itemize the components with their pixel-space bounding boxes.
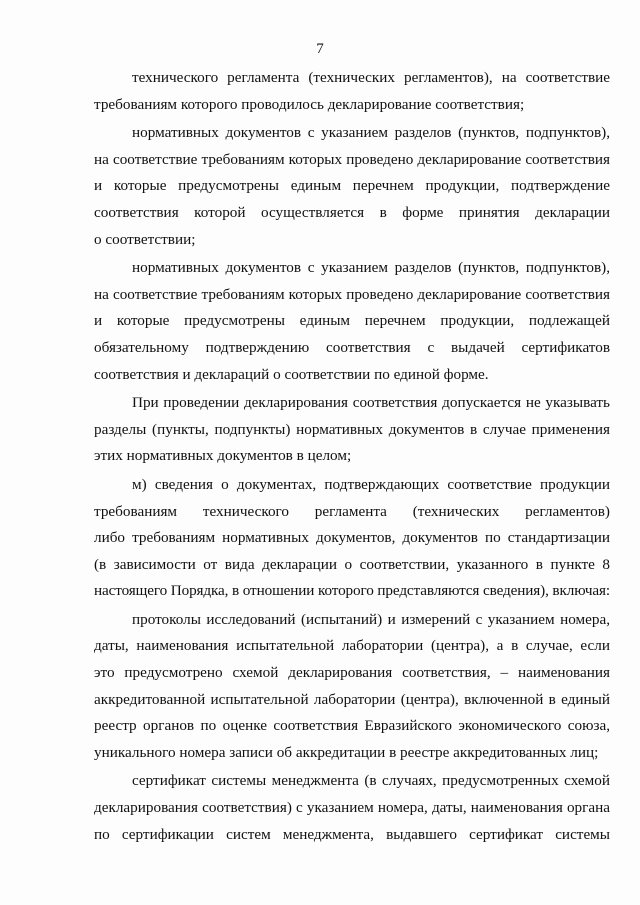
text-line: даты, наименования испытательной лаборатории (центра), а в случае, если: [94, 637, 610, 655]
text-line: нормативных документов с указанием разделов (пунктов, подпунктов),: [132, 259, 610, 277]
text-line: протоколы исследований (испытаний) и измерений с указанием номера,: [132, 610, 610, 628]
text-line: соответствия и деклараций о соответствии по единой форме.: [94, 365, 489, 383]
text-line: разделы (пункты, подпункты) нормативных документов в случае применения: [94, 420, 610, 438]
text-line: сертификат системы менеджмента (в случаях, предусмотренных схемой: [132, 772, 610, 790]
text-line: реестр органов по оценке соответствия Евразийского экономического союза,: [94, 717, 610, 735]
text-line: и которые предусмотрены единым перечнем продукции, подлежащей: [94, 312, 610, 330]
paragraph-test-protocols: [94, 607, 610, 767]
text-line: на соответствие требованиям которых проведено декларирование соответствия: [94, 150, 610, 168]
text-line: на соответствие требованиям которых проведено декларирование соответствия: [94, 285, 610, 303]
paragraph-normative-documents-2: [94, 255, 610, 388]
text-line: При проведении декларирования соответствия допускается не указывать: [132, 394, 610, 412]
text-line: по сертификации систем менеджмента, выдавшего сертификат системы: [94, 825, 610, 843]
text-line: соответствия которой осуществляется в форме принятия декларации: [94, 203, 610, 221]
page-number: 7: [316, 41, 324, 57]
text-line: о соответствии;: [94, 230, 196, 248]
text-line: декларирования соответствия) с указанием номера, даты, наименования органа: [94, 799, 610, 817]
text-line: (в зависимости от вида декларации о соответствии, указанного в пункте 8: [94, 555, 610, 573]
text-line: и которые предусмотрены единым перечнем продукции, подтверждение: [94, 177, 610, 195]
text-line: нормативных документов с указанием разделов (пунктов, подпунктов),: [132, 124, 610, 142]
text-line: обязательному подтверждению соответствия с выдачей сертификатов: [94, 338, 610, 356]
document-body: [94, 65, 610, 850]
paragraph-declaration-sections: [94, 390, 610, 470]
text-line: настоящего Порядка, в отношении которого представляются сведения), включая:: [94, 582, 610, 600]
text-line: уникального номера записи об аккредитации в реестре аккредитованных лиц;: [94, 743, 599, 761]
text-line: требованиям технического регламента (технических регламентов): [94, 502, 610, 520]
paragraph-item-m: [94, 472, 610, 605]
text-line: требованиям которого проводилось декларирование соответствия;: [94, 95, 525, 113]
text-line: это предусмотрено схемой декларирования соответствия, – наименования: [94, 664, 610, 682]
text-line: м) сведения о документах, подтверждающих соответствие продукции: [132, 475, 610, 493]
paragraph-management-certificate: [94, 768, 610, 848]
paragraph-technical-regulation: [94, 65, 610, 118]
text-line: аккредитованной испытательной лаборатории (центра), включенной в единый: [94, 690, 610, 708]
text-line: либо требованиям нормативных документов, документов по стандартизации: [94, 529, 610, 547]
text-line: технического регламента (технических регламентов), на соответствие: [132, 69, 610, 86]
paragraph-normative-documents-1: [94, 120, 610, 253]
text-line: этих нормативных документов в целом;: [94, 447, 352, 465]
